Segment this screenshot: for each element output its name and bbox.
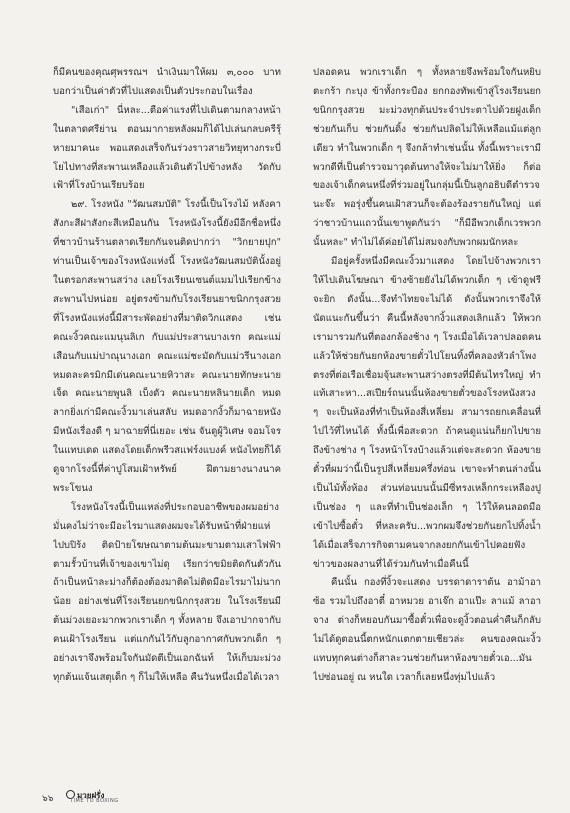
paragraph-5: ปลอดคน พวกเราเด็ก ๆ ทั้งหลายจึงพร้อมใจกันหยิบตะกร้า กะบุง ข้าทั้งกระบือง ยกกองทัพเข้าสู่โรงเรียนยกขนิกกรุงสวย มะม่วงทุกต้นประจำประตาไปด้วยฝูงเด็ก ช่วยกันเก็บ ช่วยกันดิ้ง ช่วยกันปลิดไม่ให้เหลือแม้แต่ลูกเดียว ทำในพวกเด็ก ๆ จึงกล้าทำเช่นนั้น ทั้งนี้เพราะเรามีพวกดีที่เป็นตำรวจมาวุดต้นทางให้จะไม่มาให้ยิ่ง ก็ต่อของเจ้าเด็กคนหนึ่งที่ร่วมอยู่ในกลุ่มนี้เป็นลูกอธิบดีตำรวจนะจ๊ะ พอรุ่งขึ้นคนเฝ้าสวนก็จะต้องร้องรายกันใหญ่ แต่ว่าชาวบ้านแถวนั้นเขาพูดกันว่า "ก็มีอีพวกเด็กเวรพวกนั้นหละ" ทำไม่ได้ค่อยได้ไม่สมจงกับพวกผมนักหละ: [313, 67, 541, 249]
magazine-subtitle: TIME TO BOXING: [70, 798, 119, 804]
paragraph-1: ก็มีคนของคุณศุพรรณฯ นำเงินมาให้ผม ๓,๐๐๐ บาท บอกว่าเป็นค่าตัวที่ไปแสดงเป็นตัวประกอบในเรื่อง: [53, 67, 281, 97]
page-number: ๖๖: [42, 794, 54, 804]
left-text-column: [53, 64, 281, 794]
magazine-name: มวยฝรั่ง: [77, 791, 105, 800]
paragraph-6: มีอยู่ครั้งหนึ่งมีคณะงิ้วมาแสดง โดยไปจ้างพวกเราให้ไปเดินโฆษณา ข้างซ้ายยังไม่ได้พวกเด็ก ๆ เข้าดูฟรีจะยิก ดังนั้น...จึงทำไทยจะไม่ได้ ดังนั้นพวกเราจึงให้นัดแนะกันขึ้นว่า คืนนี้หลังจากงิ้วแสดงเลิกแล้ว ให้พวกเรามารวมกันที่ตองกล้องช้าง ๆ โรงเมื่อได้เวลาปลอดคนแล้วให้ช่วยกันยกห้องขายตั๋วไปโยนทิ้งที่คลองหัวลำโพงตรงที่ต่อเรือเชื่อมจุ้นสะพานสว่างตรงที่มีต้นไทรใหญ่ ทำแท้เสาะหา...สเปียร์ถนนนั้นห้องขายตั๋วของโรงหนังสวง ๆ จะเป็นห้องที่ทำเป็นห้องสี่เหลี่ยม สามารถยกเคลื่อนที่ไปไว้ที่ไหนได้ ทั้งนี้เพื่อสะดวก ถ้าคนดูแน่นก็ยกไปขายถึงข้างช่าง ๆ โรงหน้าโรงบ้างแล้วแต่จะสะดวก ห้องขายตั๋วที่ผมว่านี้เป็นรูปสี่เหลี่ยมครึ่งท่อน เขาจะทำตนล่างนั้นเป็นไม้ทั้งห้อง ส่วนท่อนบนนั้นมีซี่ทรงเหล็กกระเหลืองปูเป็นช่อง ๆ และที่ทำเป็นช่องเล็ก ๆ ไว้ให้คนลอดมือเข้าไปซื้อตั๋ว ที่หละครับ...พวกผมจึงช่วยกันยกไปทิ้งน้ำได้เมื่อเสร็จภารกิจตามคนจากลงยกกันเข้าไปคอยฟังข่าวของผลงานที่ได้ร่วมกันทำเมื่อคืนนี้: [313, 256, 541, 570]
right-text-column: [313, 64, 541, 794]
paragraph-7: คืนนั้น กองที่งิ้วจะแสดง บรรดาดาราต้น อาม้าอาซ้อ รวมไปถึงอาตี๋ อาหมวย อาเจ๊ก อาแป๊ะ ลาแม้ ลาอาจาง ต่างก็หยอบกันมาซื้อตั๋วเพื่อจะดูงิ้วตอนค่ำคืนก็กลับไม่ได้ดูตอนนี้ตกหนักแตกตายเชียวล่ะ คนของคณะงิ้วแทบทุกคนต่างก็สาละวนช่วยกันหาห้องขายตั๋วเอ...มันไปซ่อนอยู่ ณ หนใด เวลาก็เลยหนึ่งทุ่มไปแล้ว: [313, 577, 541, 683]
page-footer: [42, 790, 272, 806]
paragraph-3: ๒๙. โรงหนัง "วัฒนสมบัติ" โรงนี้เป็นโรงไม้ หลังคาสังกะสีฝาสังกะสีเหมือนกัน โรงหนังโรงนี้ยังมีอีกชื่อหนึ่ง ที่ชาวบ้านร้านตลาดเรียกกันจนติดปากว่า "วิกยายปุก" ท่านเป็นเจ้าของโรงหนังแห่งนี้ โรงหนังวัฒนสมบัตินั้งอยู่ในตรอกสะพานสว่าง เลยโรงเรียนเซนต์แมมไปเรียกข้างสะพานไปหน่อย อยู่ตรงข้ามกับโรงเรียนยาขนิกกรุงสวย ที่โรงหนังแห่งนี้มีสาระพัดอย่างที่มาติดวิกแสดง เช่น คณะงิ้วคณะแมนุนลิเก กับแม่ประสานบางเรก คณะแม่เสือนกับแม่ปาณุนางเอก คณะแม่ชะมัดกับแม่วรีนางเอก หมดละครมิกมีเด่นคณะนายหิวาสะ คณะนายทักษะนายเจ็ด คณะนายพูนลิ เบ็งดัว คณะนายหลินายเด็ก หมดลากยิ่งเก่ามีคณะงิ้วมาเล่นสลับ หมดอากงิ้วก็มาฉายหนังมีหนังเรื่องดี ๆ มาฉายที่นี่เยอะ เช่น จันดูผู้วิเศษ จอมโจรในแทบเดด แสดงโดยเด็กพรีวสแฟร์งแบงค์ หนังไทยก็ได้ดูจากโรงนี้ที่ค่าปูโสมเฝ้าหรัพย์ ฝีตามยางนางนาคพระโขนง: [53, 199, 281, 494]
paragraph-4: โรงหนังโรงนี้เป็นแหล่งที่ประกอบอาชีพของผมอย่างมั่นคงไม่ว่าจะมีอะไรมาแสดงผมจะได้รับหน้าที่ฝ่ายแห่ไปบปิร้ง ติดป้ายโฆษณาตามต้นมะขามตามเสาไฟฟ้า ตามรั้วบ้านที่เจ้าของเขาไม่ดุ เรียกว่าขมิยติดกันตัวกัน ถ้าเป็นหน้าละม่างก็ต้องต้องมาติดไม่ติดมีอะไรมาไม่นากน้อย อย่างเช่นที่โรงเรียนยกขนิกกรุงสวย ในโรงเรียนมีต้นม่วงเยอะมากพวกเราเด็ก ๆ ทั้งหลาย จึงเอาปากจากับคนเฝ้าโรงเรียน แต่แกกันไว้กับลูกอากาศกับพวกเด็ก ๆ อย่างเราจึงพร้อมใจกันมัดตีเป็นเอกฉันท์ ให้เก็บมะม่วงทุกต้นแจ้นเสตุเด็ก ๆ ก็ไม่ให้เหลือ คืนวันหนึ่งเมื่อได้เวลา: [53, 501, 281, 683]
paragraph-2: "เสือเก่า" นี่หละ...ตือค่าแรงที่ไปเดินตามกลางหน้าในตลาดศรีย่าน ตอนมากายหลังผมก็ได้ไปเล่นกลบครีรุ้หายมาคนะ พอแสดงเสร็จกันร่วงราวสายวิทยุทางกระบี่โยไปทางที่สะพานเหลืองแล้วเดินตัวไปข้างหลัง วัดกับเฟ้าที่โรงบ้านเรียบร้อย: [53, 104, 281, 192]
